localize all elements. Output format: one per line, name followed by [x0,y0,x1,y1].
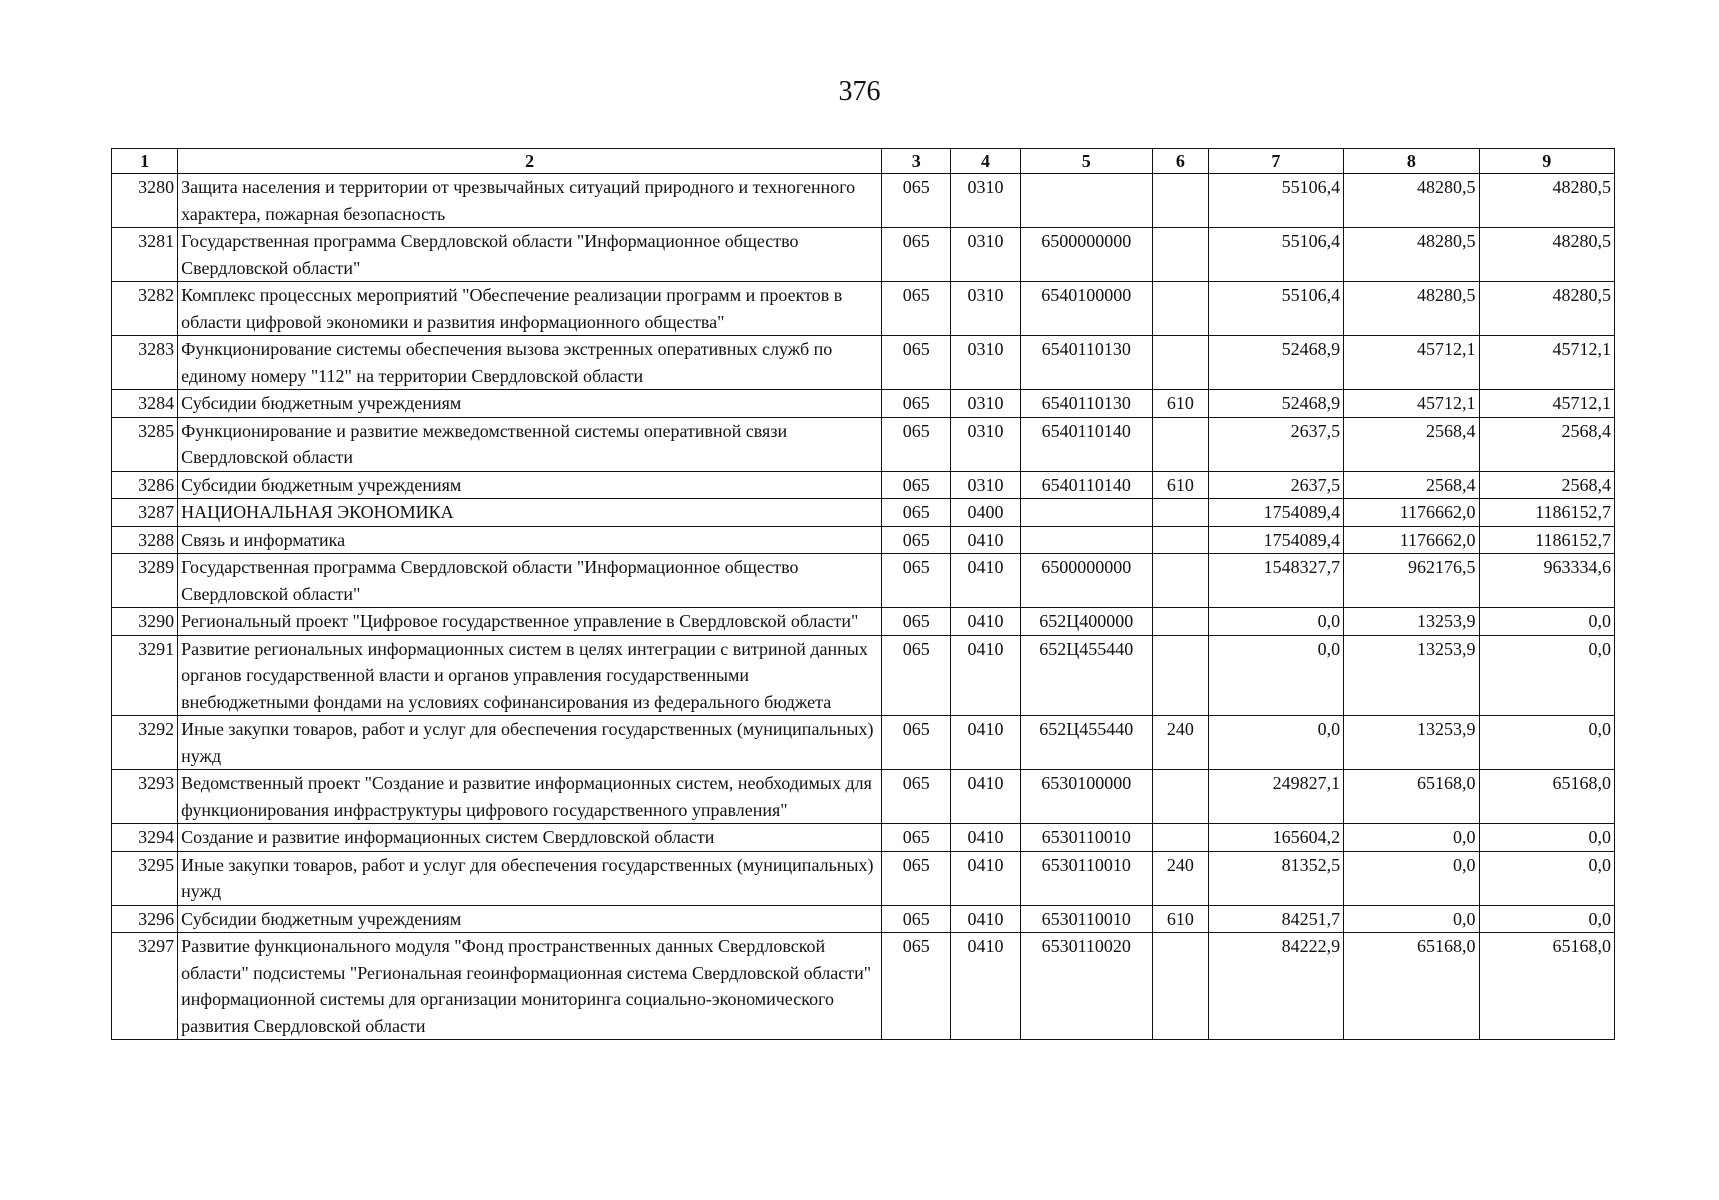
row-number-cell: 3297 [112,933,178,1040]
column-5-cell: 6500000000 [1020,228,1152,282]
column-9-value: 45712,1 [1479,390,1614,418]
table-row [112,933,1615,1040]
table-row [112,554,1615,608]
column-header: 9 [1479,149,1614,174]
column-7-value: 2637,5 [1208,471,1343,499]
table-row [112,471,1615,499]
table-row [112,824,1615,852]
column-6-cell [1152,554,1208,608]
column-5-cell: 6530110010 [1020,824,1152,852]
column-7-value: 81352,5 [1208,851,1343,905]
column-7-value: 84222,9 [1208,933,1343,1040]
column-header: 8 [1344,149,1479,174]
column-5-cell: 6540110130 [1020,390,1152,418]
description-cell: Региональный проект "Цифровое государственное управление в Свердловской области" [178,608,882,636]
description-cell: Функционирование системы обеспечения вызова экстренных оперативных служб по единому номеру "112" на территории Свердловской области [178,336,882,390]
description-cell: Создание и развитие информационных систем Свердловской области [178,824,882,852]
column-6-cell [1152,770,1208,824]
table-row [112,390,1615,418]
column-3-cell: 065 [882,608,951,636]
row-number-cell: 3281 [112,228,178,282]
column-6-cell: 240 [1152,716,1208,770]
column-8-value: 13253,9 [1344,608,1479,636]
column-8-value: 45712,1 [1344,390,1479,418]
column-3-cell: 065 [882,174,951,228]
column-3-cell: 065 [882,554,951,608]
column-3-cell: 065 [882,499,951,527]
description-cell: НАЦИОНАЛЬНАЯ ЭКОНОМИКА [178,499,882,527]
column-8-value: 1176662,0 [1344,499,1479,527]
column-5-cell: 652Ц455440 [1020,635,1152,716]
column-3-cell: 065 [882,526,951,554]
column-6-cell: 610 [1152,390,1208,418]
column-4-cell: 0410 [951,824,1020,852]
column-9-value: 1186152,7 [1479,499,1614,527]
table-row [112,336,1615,390]
column-9-value: 2568,4 [1479,417,1614,471]
column-8-value: 13253,9 [1344,716,1479,770]
column-3-cell: 065 [882,770,951,824]
table-row [112,905,1615,933]
column-8-value: 962176,5 [1344,554,1479,608]
column-5-cell: 6540110130 [1020,336,1152,390]
column-4-cell: 0410 [951,608,1020,636]
column-4-cell: 0310 [951,390,1020,418]
column-4-cell: 0310 [951,471,1020,499]
row-number-cell: 3291 [112,635,178,716]
description-cell: Субсидии бюджетным учреждениям [178,905,882,933]
description-cell: Государственная программа Свердловской области "Информационное общество Свердловской области" [178,554,882,608]
column-9-value: 0,0 [1479,635,1614,716]
column-8-value: 2568,4 [1344,417,1479,471]
description-cell: Государственная программа Свердловской области "Информационное общество Свердловской области" [178,228,882,282]
column-4-cell: 0410 [951,716,1020,770]
column-5-cell [1020,499,1152,527]
column-4-cell: 0410 [951,933,1020,1040]
column-9-value: 0,0 [1479,824,1614,852]
column-4-cell: 0310 [951,174,1020,228]
column-4-cell: 0310 [951,228,1020,282]
column-8-value: 65168,0 [1344,770,1479,824]
column-3-cell: 065 [882,824,951,852]
table-row [112,228,1615,282]
description-cell: Защита населения и территории от чрезвычайных ситуаций природного и техногенного характера, пожарная безопасность [178,174,882,228]
column-8-value: 0,0 [1344,851,1479,905]
table-row [112,499,1615,527]
column-5-cell: 6530110020 [1020,933,1152,1040]
table-row [112,851,1615,905]
column-7-value: 1548327,7 [1208,554,1343,608]
row-number-cell: 3282 [112,282,178,336]
column-5-cell: 6540110140 [1020,471,1152,499]
column-7-value: 0,0 [1208,635,1343,716]
column-3-cell: 065 [882,905,951,933]
column-6-cell [1152,336,1208,390]
column-5-cell: 6530110010 [1020,851,1152,905]
column-5-cell: 6540100000 [1020,282,1152,336]
column-header: 5 [1020,149,1152,174]
column-8-value: 48280,5 [1344,228,1479,282]
column-7-value: 2637,5 [1208,417,1343,471]
column-4-cell: 0410 [951,526,1020,554]
column-7-value: 55106,4 [1208,174,1343,228]
column-3-cell: 065 [882,635,951,716]
column-5-cell: 6500000000 [1020,554,1152,608]
column-6-cell [1152,933,1208,1040]
column-6-cell [1152,608,1208,636]
column-6-cell [1152,824,1208,852]
column-7-value: 165604,2 [1208,824,1343,852]
column-4-cell: 0400 [951,499,1020,527]
column-5-cell: 652Ц400000 [1020,608,1152,636]
column-8-value: 1176662,0 [1344,526,1479,554]
row-number-cell: 3289 [112,554,178,608]
row-number-cell: 3280 [112,174,178,228]
column-4-cell: 0410 [951,851,1020,905]
column-8-value: 0,0 [1344,905,1479,933]
column-9-value: 0,0 [1479,716,1614,770]
column-6-cell [1152,635,1208,716]
table-row [112,635,1615,716]
row-number-cell: 3295 [112,851,178,905]
column-4-cell: 0310 [951,336,1020,390]
column-5-cell: 6530110010 [1020,905,1152,933]
column-7-value: 55106,4 [1208,228,1343,282]
column-4-cell: 0310 [951,417,1020,471]
column-5-cell [1020,174,1152,228]
column-9-value: 65168,0 [1479,933,1614,1040]
budget-table [111,148,1615,1040]
column-4-cell: 0410 [951,554,1020,608]
description-cell: Субсидии бюджетным учреждениям [178,471,882,499]
column-3-cell: 065 [882,282,951,336]
column-7-value: 249827,1 [1208,770,1343,824]
column-6-cell [1152,228,1208,282]
description-cell: Функционирование и развитие межведомственной системы оперативной связи Свердловской области [178,417,882,471]
description-cell: Иные закупки товаров, работ и услуг для обеспечения государственных (муниципальных) нужд [178,851,882,905]
column-7-value: 52468,9 [1208,336,1343,390]
column-3-cell: 065 [882,716,951,770]
header-row [112,149,1615,174]
row-number-cell: 3293 [112,770,178,824]
column-header: 1 [112,149,178,174]
column-3-cell: 065 [882,471,951,499]
table-row [112,716,1615,770]
description-cell: Развитие функционального модуля "Фонд пространственных данных Свердловской области" подсистемы "Региональная геоинформационная система Свердловской области" информационной системы для организации мониторинга социально-экономического развития Свердловской области [178,933,882,1040]
row-number-cell: 3294 [112,824,178,852]
column-9-value: 0,0 [1479,608,1614,636]
column-9-value: 1186152,7 [1479,526,1614,554]
column-8-value: 13253,9 [1344,635,1479,716]
column-9-value: 45712,1 [1479,336,1614,390]
description-cell: Развитие региональных информационных систем в целях интеграции с витриной данных органов государственной власти и органов управления государственными внебюджетными фондами на условиях софинансирования из федерального бюджета [178,635,882,716]
column-3-cell: 065 [882,933,951,1040]
column-8-value: 2568,4 [1344,471,1479,499]
description-cell: Ведомственный проект "Создание и развитие информационных систем, необходимых для функционирования инфраструктуры цифрового государственного управления" [178,770,882,824]
column-7-value: 0,0 [1208,716,1343,770]
column-4-cell: 0410 [951,905,1020,933]
column-header: 3 [882,149,951,174]
column-5-cell [1020,526,1152,554]
description-cell: Иные закупки товаров, работ и услуг для обеспечения государственных (муниципальных) нужд [178,716,882,770]
column-7-value: 84251,7 [1208,905,1343,933]
page-number: 376 [838,76,881,107]
column-4-cell: 0410 [951,770,1020,824]
description-cell: Комплекс процессных мероприятий "Обеспечение реализации программ и проектов в области цифровой экономики и развития информационного общества" [178,282,882,336]
column-3-cell: 065 [882,228,951,282]
row-number-cell: 3288 [112,526,178,554]
column-3-cell: 065 [882,851,951,905]
column-6-cell [1152,174,1208,228]
column-6-cell [1152,282,1208,336]
table-body [112,174,1615,1040]
row-number-cell: 3287 [112,499,178,527]
column-8-value: 48280,5 [1344,174,1479,228]
row-number-cell: 3296 [112,905,178,933]
description-cell: Субсидии бюджетным учреждениям [178,390,882,418]
column-6-cell: 240 [1152,851,1208,905]
column-6-cell [1152,417,1208,471]
row-number-cell: 3286 [112,471,178,499]
description-cell: Связь и информатика [178,526,882,554]
column-8-value: 48280,5 [1344,282,1479,336]
column-5-cell: 652Ц455440 [1020,716,1152,770]
column-header: 6 [1152,149,1208,174]
row-number-cell: 3285 [112,417,178,471]
row-number-cell: 3290 [112,608,178,636]
column-header: 4 [951,149,1020,174]
column-6-cell [1152,499,1208,527]
column-9-value: 2568,4 [1479,471,1614,499]
column-6-cell [1152,526,1208,554]
table-row [112,608,1615,636]
column-9-value: 48280,5 [1479,228,1614,282]
row-number-cell: 3283 [112,336,178,390]
column-9-value: 48280,5 [1479,282,1614,336]
table-row [112,174,1615,228]
column-header: 2 [178,149,882,174]
column-9-value: 963334,6 [1479,554,1614,608]
column-3-cell: 065 [882,390,951,418]
column-7-value: 55106,4 [1208,282,1343,336]
column-8-value: 65168,0 [1344,933,1479,1040]
column-7-value: 1754089,4 [1208,526,1343,554]
column-6-cell: 610 [1152,471,1208,499]
column-8-value: 45712,1 [1344,336,1479,390]
column-8-value: 0,0 [1344,824,1479,852]
table-row [112,282,1615,336]
column-4-cell: 0410 [951,635,1020,716]
column-7-value: 0,0 [1208,608,1343,636]
column-header: 7 [1208,149,1343,174]
row-number-cell: 3292 [112,716,178,770]
column-3-cell: 065 [882,417,951,471]
column-9-value: 0,0 [1479,905,1614,933]
column-9-value: 0,0 [1479,851,1614,905]
column-9-value: 65168,0 [1479,770,1614,824]
column-7-value: 1754089,4 [1208,499,1343,527]
table-row [112,526,1615,554]
column-6-cell: 610 [1152,905,1208,933]
column-4-cell: 0310 [951,282,1020,336]
table-row [112,770,1615,824]
row-number-cell: 3284 [112,390,178,418]
column-7-value: 52468,9 [1208,390,1343,418]
column-5-cell: 6530100000 [1020,770,1152,824]
column-5-cell: 6540110140 [1020,417,1152,471]
column-3-cell: 065 [882,336,951,390]
column-9-value: 48280,5 [1479,174,1614,228]
table-row [112,417,1615,471]
